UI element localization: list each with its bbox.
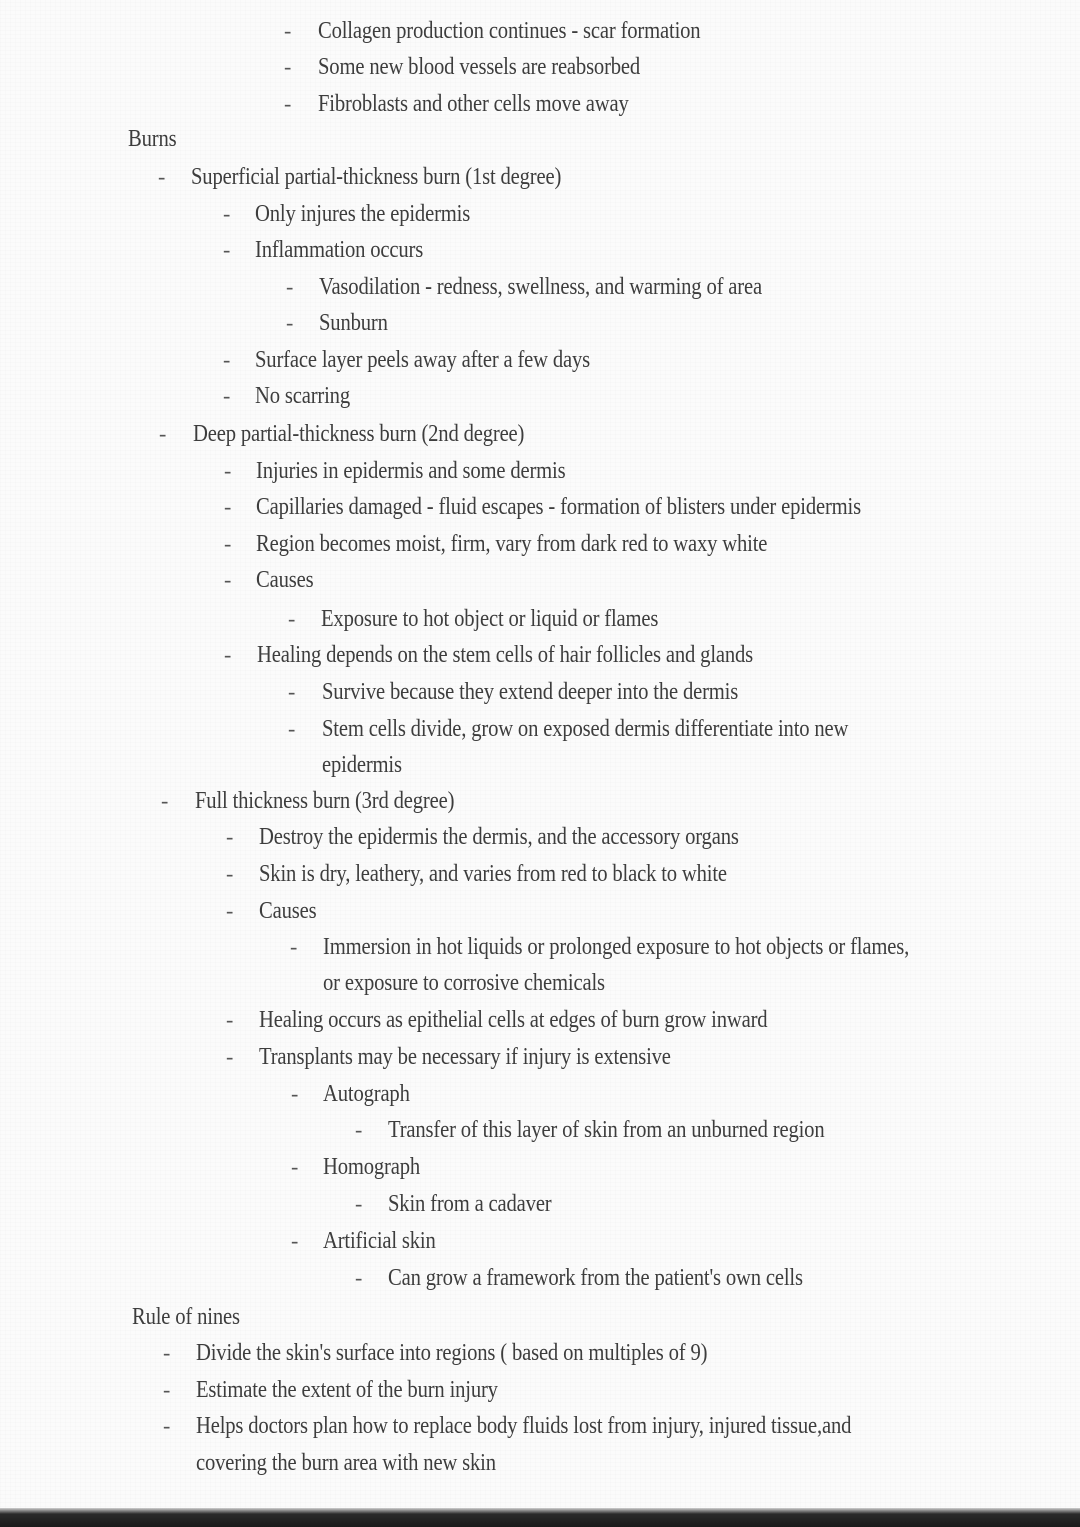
bullet-dash: -: [163, 1340, 171, 1365]
note-line: Autograph: [323, 1081, 410, 1107]
bullet-dash: -: [223, 383, 231, 408]
note-line: Helps doctors plan how to replace body fluids lost from injury, injured tissue,and: [196, 1413, 852, 1439]
bullet-dash: -: [224, 642, 232, 667]
bullet-dash: -: [223, 201, 231, 226]
note-line-continued: covering the burn area with new skin: [196, 1450, 496, 1476]
bullet-dash: -: [286, 310, 294, 335]
bullet-dash: -: [226, 898, 234, 923]
bullet-dash: -: [355, 1117, 363, 1142]
bullet-dash: -: [224, 494, 232, 519]
subheading-second-degree: Deep partial-thickness burn (2nd degree): [193, 421, 525, 447]
note-line-continued: or exposure to corrosive chemicals: [323, 970, 605, 996]
note-line: Can grow a framework from the patient's own cells: [388, 1265, 803, 1291]
note-line: Inflammation occurs: [255, 237, 424, 263]
section-heading-rule-of-nines: Rule of nines: [132, 1304, 240, 1330]
bullet-dash: -: [284, 54, 292, 79]
note-line-continued: epidermis: [322, 752, 402, 778]
bullet-dash: -: [223, 347, 231, 372]
section-heading-burns: Burns: [128, 126, 177, 152]
page-bottom-edge: [0, 1508, 1080, 1527]
bullet-dash: -: [290, 934, 298, 959]
bullet-dash: -: [159, 421, 167, 446]
bullet-dash: -: [286, 274, 294, 299]
subheading-first-degree: Superficial partial-thickness burn (1st degree): [191, 164, 562, 190]
bullet-dash: -: [163, 1413, 171, 1438]
bullet-dash: -: [161, 788, 169, 813]
note-line: Destroy the epidermis the dermis, and the accessory organs: [259, 824, 739, 850]
bullet-dash: -: [226, 1007, 234, 1032]
note-line: Only injures the epidermis: [255, 201, 471, 227]
bullet-dash: -: [284, 18, 292, 43]
note-line: Healing occurs as epithelial cells at edges of burn grow inward: [259, 1007, 768, 1033]
note-line: Immersion in hot liquids or prolonged exposure to hot objects or flames,: [323, 934, 910, 960]
note-line: Capillaries damaged - fluid escapes - formation of blisters under epidermis: [256, 494, 861, 520]
bullet-dash: -: [291, 1228, 299, 1253]
bullet-dash: -: [288, 679, 296, 704]
bullet-dash: -: [226, 1044, 234, 1069]
bullet-dash: -: [224, 567, 232, 592]
note-line: Causes: [256, 567, 314, 593]
bullet-dash: -: [224, 458, 232, 483]
note-line: Artificial skin: [323, 1228, 436, 1254]
bullet-dash: -: [355, 1265, 363, 1290]
note-line: Surface layer peels away after a few days: [255, 347, 591, 373]
bullet-dash: -: [226, 861, 234, 886]
note-line: Healing depends on the stem cells of hair follicles and glands: [257, 642, 754, 668]
note-line: Survive because they extend deeper into the dermis: [322, 679, 739, 705]
note-line: Transfer of this layer of skin from an unburned region: [388, 1117, 825, 1143]
note-line: Fibroblasts and other cells move away: [318, 91, 629, 117]
bullet-dash: -: [291, 1081, 299, 1106]
bullet-dash: -: [288, 606, 296, 631]
note-line: Sunburn: [319, 310, 388, 336]
bullet-dash: -: [291, 1154, 299, 1179]
note-line: No scarring: [255, 383, 350, 409]
bullet-dash: -: [163, 1377, 171, 1402]
note-line: Some new blood vessels are reabsorbed: [318, 54, 641, 80]
note-line: Region becomes moist, firm, vary from dark red to waxy white: [256, 531, 768, 557]
note-line: Homograph: [323, 1154, 421, 1180]
note-line: Estimate the extent of the burn injury: [196, 1377, 498, 1403]
bullet-dash: -: [288, 716, 296, 741]
note-line: Causes: [259, 898, 317, 924]
note-line: Vasodilation - redness, swellness, and warming of area: [319, 274, 762, 300]
bullet-dash: -: [158, 164, 166, 189]
bullet-dash: -: [224, 531, 232, 556]
bullet-dash: -: [223, 237, 231, 262]
bullet-dash: -: [226, 824, 234, 849]
bullet-dash: -: [355, 1191, 363, 1216]
note-line: Exposure to hot object or liquid or flames: [321, 606, 659, 632]
note-line: Stem cells divide, grow on exposed dermis differentiate into new: [322, 716, 849, 742]
note-line: Divide the skin's surface into regions ( based on multiples of 9): [196, 1340, 708, 1366]
note-line: Skin from a cadaver: [388, 1191, 552, 1217]
note-line: Injuries in epidermis and some dermis: [256, 458, 566, 484]
subheading-third-degree: Full thickness burn (3rd degree): [195, 788, 455, 814]
note-line: Transplants may be necessary if injury is extensive: [259, 1044, 671, 1070]
note-line: Collagen production continues - scar formation: [318, 18, 701, 44]
note-line: Skin is dry, leathery, and varies from red to black to white: [259, 861, 727, 887]
bullet-dash: -: [284, 91, 292, 116]
